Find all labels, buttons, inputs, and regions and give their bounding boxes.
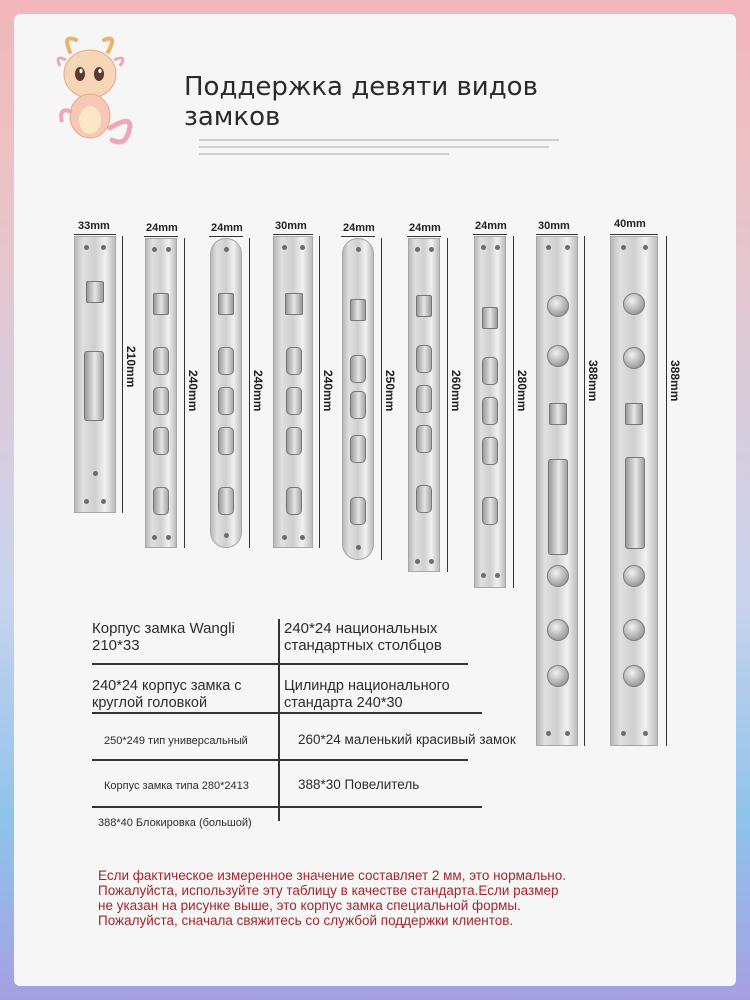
- table-row-line: [92, 759, 468, 761]
- table-cell: 388*30 Повелитель: [298, 777, 420, 792]
- lock-2-width: 24mm: [146, 222, 178, 234]
- lock-7-width-line: [473, 234, 507, 235]
- lock-types-table: [92, 619, 516, 839]
- note-line: Пожалуйста, сначала свяжитесь со службой поддержки клиентов.: [98, 913, 514, 928]
- bolt: [218, 487, 234, 515]
- bolt: [218, 427, 234, 455]
- screw: [643, 731, 648, 736]
- bolt: [416, 485, 432, 513]
- lock-7-height-line: [513, 236, 514, 588]
- latch: [549, 403, 567, 425]
- screw: [166, 535, 171, 540]
- bolt: [286, 487, 302, 515]
- screw: [495, 245, 500, 250]
- lock-7-width: 24mm: [475, 220, 507, 232]
- bolt: [218, 387, 234, 415]
- screw: [565, 245, 570, 250]
- bolt: [482, 357, 498, 385]
- disk-bolt: [547, 619, 569, 641]
- lock-1-width-line: [74, 234, 116, 235]
- dragon-mascot-logo: [32, 16, 142, 156]
- screw: [643, 245, 648, 250]
- bolt: [153, 387, 169, 415]
- lock-3-width-line: [209, 236, 243, 237]
- table-cell: 240*24 корпус замка с круглой головкой: [92, 678, 242, 711]
- lock-8-plate: [536, 236, 578, 746]
- lock-3-plate: [210, 238, 242, 548]
- deadbolt: [625, 457, 645, 549]
- screw: [224, 247, 229, 252]
- table-row-line: [92, 712, 482, 714]
- product-card: [14, 14, 736, 986]
- bolt: [416, 425, 432, 453]
- lock-4-width-line: [273, 234, 313, 235]
- lock-8-height: 388mm: [586, 360, 600, 402]
- screw: [356, 545, 361, 550]
- lock-6-width: 24mm: [409, 222, 441, 234]
- lock-6-width-line: [407, 236, 441, 237]
- table-cell: Корпус замка Wangli 210*33: [92, 620, 235, 654]
- bolt: [416, 345, 432, 373]
- lock-9-width-line: [610, 234, 658, 235]
- screw: [415, 247, 420, 252]
- lock-9-height-line: [666, 236, 667, 746]
- screw: [152, 535, 157, 540]
- lock-3-height-line: [249, 238, 250, 548]
- screw: [152, 247, 157, 252]
- lock-5-height: 250mm: [383, 370, 397, 412]
- latch: [416, 295, 432, 317]
- screw: [546, 245, 551, 250]
- disk-bolt: [623, 619, 645, 641]
- table-cell: Корпус замка типа 280*2413: [104, 780, 249, 792]
- table-row-line: [92, 663, 468, 665]
- lock-2-height-line: [184, 238, 185, 548]
- lock-7-height: 280mm: [515, 370, 529, 412]
- disk-bolt: [547, 295, 569, 317]
- latch: [482, 307, 498, 329]
- lock-9-width: 40mm: [614, 218, 646, 230]
- lock-3-height: 240mm: [251, 370, 265, 412]
- bolt: [153, 347, 169, 375]
- disk-bolt: [547, 665, 569, 687]
- screw: [429, 247, 434, 252]
- bolt: [482, 497, 498, 525]
- lock-6-height: 260mm: [449, 370, 463, 412]
- lock-6-height-line: [447, 238, 448, 572]
- measurement-note: [98, 868, 658, 928]
- screw: [300, 535, 305, 540]
- bolt: [350, 391, 366, 419]
- screw: [224, 533, 229, 538]
- lock-7-plate: [474, 236, 506, 588]
- bolt: [416, 385, 432, 413]
- lock-2-plate: [145, 238, 177, 548]
- bolt: [350, 497, 366, 525]
- disk-bolt: [623, 665, 645, 687]
- title-line-2: замков: [184, 102, 281, 132]
- note-line: Пожалуйста, используйте эту таблицу в качестве стандарта.Если размер: [98, 883, 559, 898]
- bolt: [153, 487, 169, 515]
- bolt: [218, 347, 234, 375]
- deadbolt: [548, 459, 568, 555]
- lock-3-width: 24mm: [211, 222, 243, 234]
- bolt: [482, 397, 498, 425]
- lock-1-height: 210mm: [124, 346, 138, 388]
- table-cell: 250*249 тип универсальный: [104, 735, 248, 747]
- latch: [86, 281, 104, 303]
- table-cell: 260*24 маленький красивый замок: [298, 732, 516, 747]
- deadbolt: [84, 351, 104, 421]
- lock-5-width-line: [341, 236, 375, 237]
- page-title: [184, 72, 538, 132]
- note-line: Если фактическое измеренное значение составляет 2 мм, это нормально.: [98, 868, 566, 883]
- screw: [166, 247, 171, 252]
- bolt: [286, 347, 302, 375]
- lock-5-height-line: [381, 238, 382, 560]
- disk-bolt: [623, 347, 645, 369]
- lock-4-plate: [273, 236, 313, 548]
- screw: [282, 245, 287, 250]
- screw: [621, 731, 626, 736]
- screw: [621, 245, 626, 250]
- lock-9-plate: [610, 236, 658, 746]
- lock-4-height-line: [319, 236, 320, 548]
- lock-8-width: 30mm: [538, 220, 570, 232]
- lock-5-width: 24mm: [343, 222, 375, 234]
- lock-1-plate: [74, 236, 116, 513]
- screw: [101, 499, 106, 504]
- lock-4-height: 240mm: [321, 370, 335, 412]
- bolt: [286, 427, 302, 455]
- title-line-1: Поддержка девяти видов: [184, 72, 538, 102]
- screw: [481, 245, 486, 250]
- lock-1-width: 33mm: [78, 220, 110, 232]
- lock-5-plate: [342, 238, 374, 560]
- lock-9-height: 388mm: [668, 360, 682, 402]
- disk-bolt: [623, 293, 645, 315]
- screw: [415, 559, 420, 564]
- disk-bolt: [623, 565, 645, 587]
- lock-8-width-line: [536, 234, 578, 235]
- screw: [84, 245, 89, 250]
- bolt: [482, 437, 498, 465]
- screw: [282, 535, 287, 540]
- disk-bolt: [547, 565, 569, 587]
- bolt: [350, 435, 366, 463]
- table-cell: 388*40 Блокировка (большой): [98, 817, 252, 829]
- screw: [101, 245, 106, 250]
- screw: [429, 559, 434, 564]
- latch: [625, 403, 643, 425]
- latch: [350, 299, 366, 321]
- disk-bolt: [547, 345, 569, 367]
- screw: [84, 499, 89, 504]
- screw: [300, 245, 305, 250]
- table-row-line: [92, 806, 482, 808]
- screw: [93, 471, 98, 476]
- lock-2-height: 240mm: [186, 370, 200, 412]
- latch: [285, 293, 303, 315]
- lock-6-plate: [408, 238, 440, 572]
- screw: [356, 247, 361, 252]
- bolt: [350, 355, 366, 383]
- table-cell: Цилиндр национального стандарта 240*30: [284, 678, 450, 711]
- lock-2-width-line: [144, 236, 178, 237]
- bolt: [153, 427, 169, 455]
- lock-1-height-line: [122, 236, 123, 513]
- bolt: [286, 387, 302, 415]
- note-line: не указан на рисунке выше, это корпус замка специальной формы.: [98, 898, 521, 913]
- latch: [153, 293, 169, 315]
- screw: [565, 731, 570, 736]
- latch: [218, 293, 234, 315]
- lock-4-width: 30mm: [275, 220, 307, 232]
- screw: [481, 573, 486, 578]
- screw: [495, 573, 500, 578]
- lock-8-height-line: [584, 236, 585, 746]
- table-cell: 240*24 национальных стандартных столбцов: [284, 620, 442, 654]
- decorative-microtext: [199, 139, 559, 155]
